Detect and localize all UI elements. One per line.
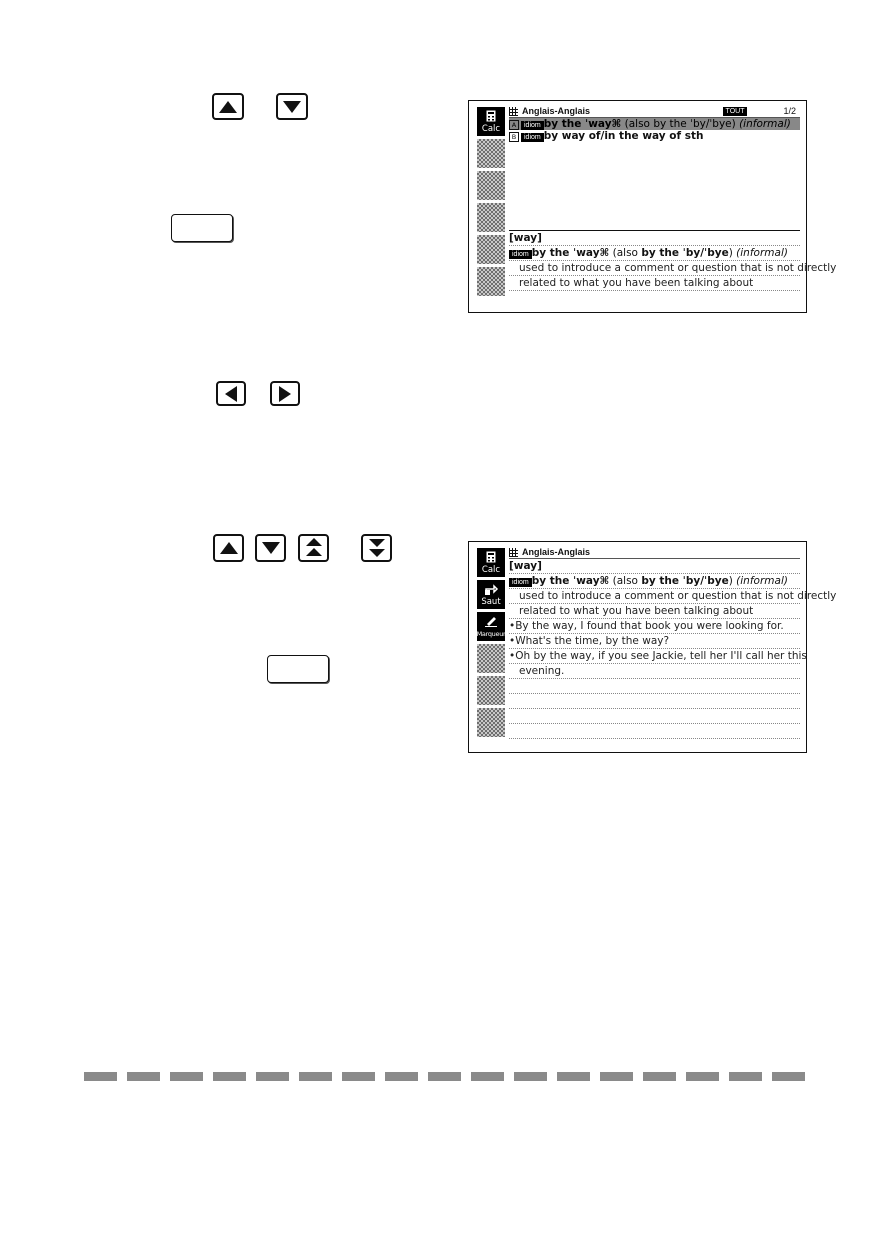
marker-b: B	[509, 132, 519, 142]
dashed-separator	[84, 1072, 809, 1081]
dictionary-title: Anglais-Anglais	[522, 547, 591, 557]
down-arrow-key[interactable]	[276, 93, 308, 120]
entry-phrase: by way of/in the way of sth	[543, 130, 704, 142]
marker-a: A	[509, 120, 519, 130]
back-key-blank[interactable]	[267, 655, 329, 683]
idiom-tag: idiom	[509, 250, 532, 259]
example-2: •What's the time, by the way?	[509, 634, 800, 649]
empty-line	[509, 724, 800, 739]
definition-2: related to what you have been talking about	[509, 604, 800, 619]
dictionary-list-screen	[468, 100, 837, 313]
scope-badge: TOUT	[723, 107, 748, 116]
sidebar-pattern	[477, 139, 505, 168]
entry-close: )	[728, 575, 737, 587]
sidebar-pattern	[477, 235, 505, 264]
idiom-tag: idiom	[521, 121, 544, 130]
screen2-header	[509, 547, 800, 559]
jump-icon	[484, 583, 498, 595]
left-arrow-key[interactable]	[216, 381, 246, 406]
right-arrow-key[interactable]	[270, 381, 300, 406]
double-up-icon	[305, 538, 323, 558]
idiom-tag: idiom	[521, 133, 544, 142]
entry-line	[509, 574, 800, 589]
sidebar-pattern	[477, 644, 505, 673]
calc-label: Calc	[481, 124, 501, 134]
preview-alt: by the ˈby/ˈbye	[641, 247, 729, 259]
saut-button[interactable]	[477, 580, 505, 609]
entry-phrase: by the ˈway⌘	[531, 575, 610, 587]
definition-1: used to introduce a comment or question that is not directly	[509, 589, 800, 604]
entry-alt: by the ˈby/ˈbye	[641, 575, 729, 587]
screen1-header	[509, 106, 800, 118]
screen2-content	[509, 547, 837, 739]
double-down-icon	[368, 538, 386, 558]
entry-note: (informal)	[736, 575, 788, 587]
sidebar-pattern	[477, 676, 505, 705]
marker-pen-icon	[484, 615, 498, 627]
example-3a: •Oh by the way, if you see Jackie, tell her I'll call her this	[509, 650, 807, 662]
dictionary-title: Anglais-Anglais	[522, 106, 591, 116]
arrow-up-icon	[218, 100, 238, 114]
sidebar-pattern	[477, 171, 505, 200]
preview-close: )	[728, 247, 737, 259]
dictionary-entry-screen	[468, 541, 837, 753]
preview-note: (informal)	[736, 247, 788, 259]
preview-headword: [way]	[509, 231, 800, 246]
screen2-sidebar	[477, 548, 505, 740]
calc-button[interactable]	[477, 548, 505, 577]
calc-label: Calc	[481, 565, 501, 575]
sidebar-pattern	[477, 267, 505, 296]
entry-headword: [way]	[509, 559, 800, 574]
grid-icon	[509, 548, 518, 557]
arrow-down-icon	[261, 541, 281, 555]
up-arrow-key[interactable]	[212, 93, 244, 120]
entry-also: (also	[609, 575, 642, 587]
arrow-right-icon	[278, 385, 292, 403]
list-empty-area	[509, 142, 800, 231]
example-1: •By the way, I found that book you were looking for.	[509, 619, 800, 634]
saut-label: Saut	[481, 597, 501, 607]
page-indicator: 1/2	[783, 106, 796, 116]
entry-also: (also by the ˈby/ˈbye)	[621, 118, 740, 130]
sidebar-pattern	[477, 708, 505, 737]
marqueur-button[interactable]	[477, 612, 505, 641]
arrow-down-icon	[282, 100, 302, 114]
empty-line	[509, 694, 800, 709]
enter-key-blank[interactable]	[171, 214, 233, 242]
screen1-sidebar	[477, 107, 505, 299]
empty-line	[509, 679, 800, 694]
marqueur-label: Marqueur	[476, 630, 506, 638]
page-down-key[interactable]	[361, 534, 392, 562]
preview-entry-line	[509, 246, 800, 261]
empty-line	[509, 709, 800, 724]
grid-icon	[509, 107, 518, 116]
list-item[interactable]	[509, 130, 800, 142]
preview-definition-2: related to what you have been talking about	[509, 276, 800, 291]
sidebar-pattern	[477, 203, 505, 232]
idiom-tag: idiom	[509, 578, 532, 587]
up-arrow-key[interactable]	[213, 534, 244, 562]
calculator-icon	[486, 551, 496, 563]
down-arrow-key[interactable]	[255, 534, 286, 562]
preview-definition-1: used to introduce a comment or question that is not directly	[509, 261, 800, 276]
calculator-icon	[486, 110, 496, 122]
arrow-left-icon	[224, 385, 238, 403]
preview-phrase: by the ˈway⌘	[531, 247, 610, 259]
preview-also: (also	[609, 247, 642, 259]
arrow-up-icon	[219, 541, 239, 555]
entry-note: (informal)	[739, 118, 791, 130]
list-item-selected[interactable]	[509, 118, 800, 130]
entry-phrase: by the ˈway⌘	[543, 118, 622, 130]
page-up-key[interactable]	[298, 534, 329, 562]
calc-button[interactable]	[477, 107, 505, 136]
example-3b: evening.	[509, 664, 800, 679]
screen1-content	[509, 106, 837, 291]
